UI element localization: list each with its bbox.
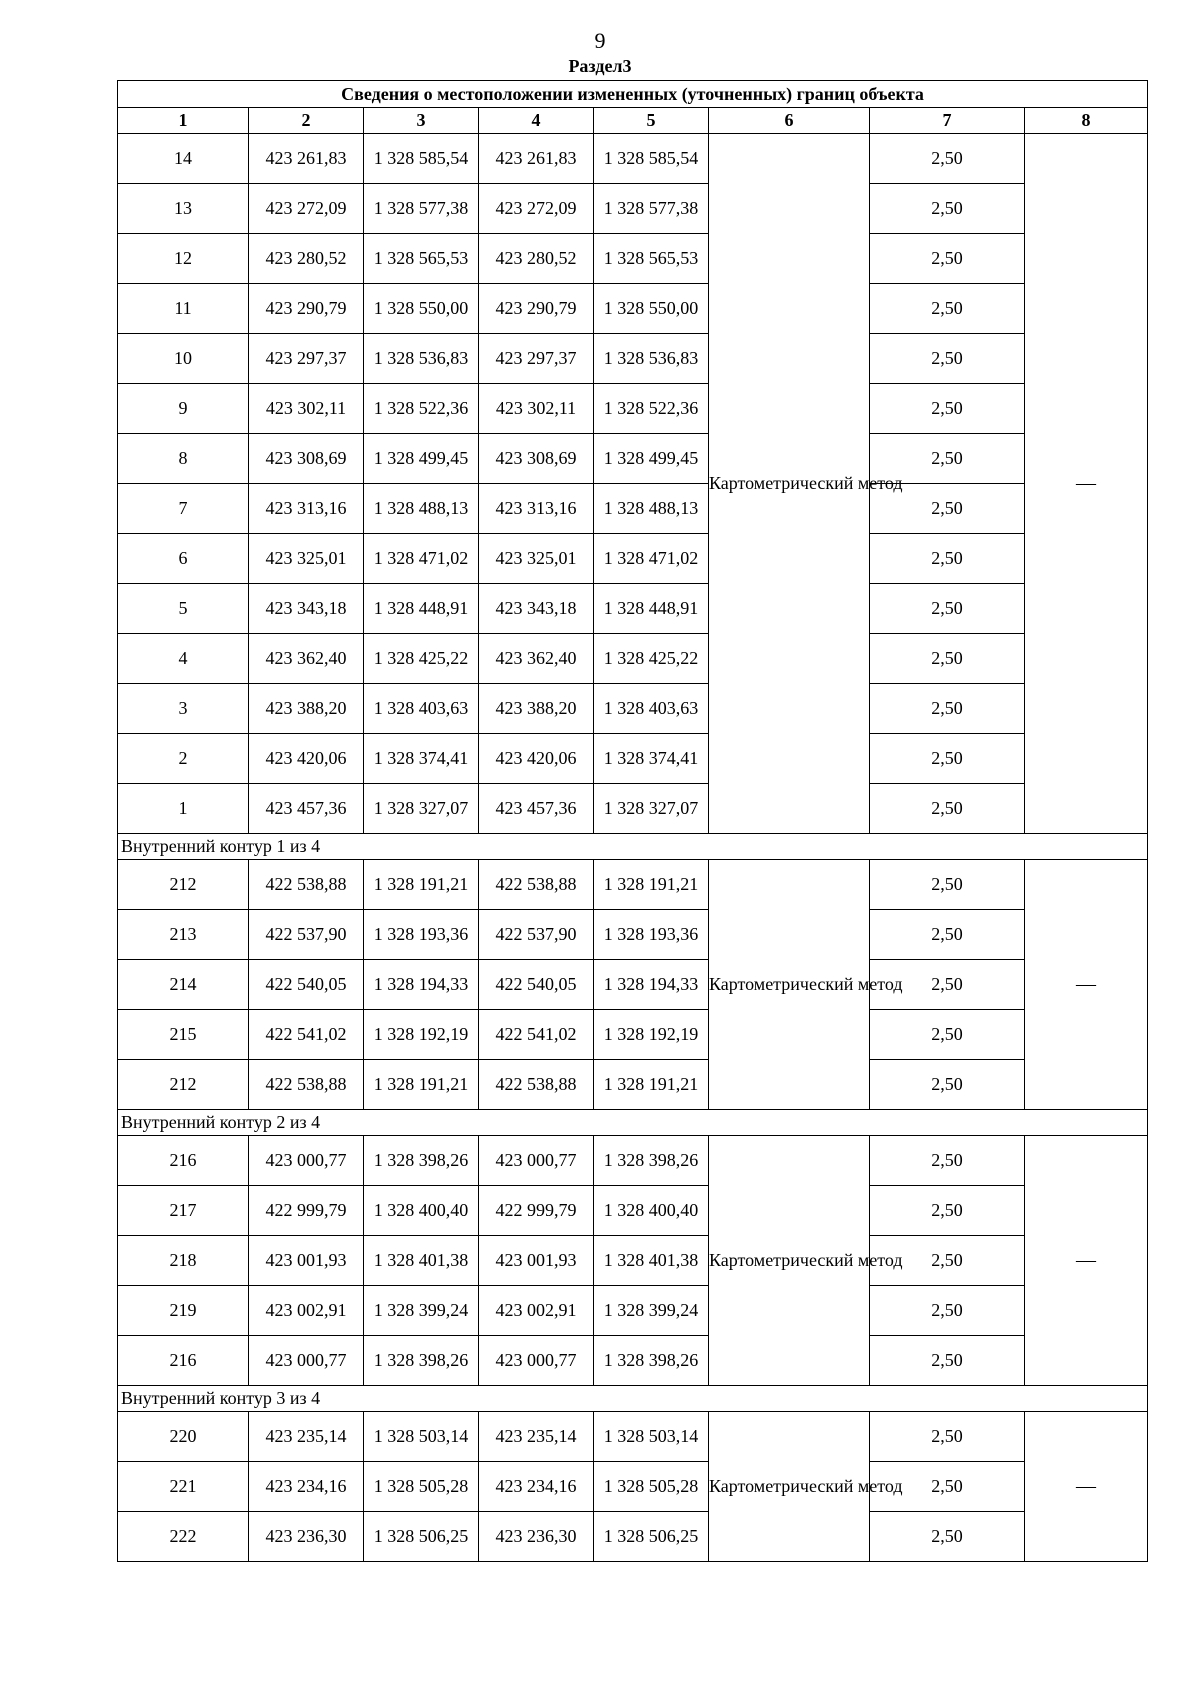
y-existing: 1 328 550,00 xyxy=(364,284,479,334)
column-8-value: — xyxy=(1025,860,1148,1110)
table-row xyxy=(118,334,1148,384)
y-existing: 1 328 192,19 xyxy=(364,1010,479,1060)
y-refined: 1 328 192,19 xyxy=(594,1010,709,1060)
x-refined: 423 290,79 xyxy=(479,284,594,334)
x-existing: 423 236,30 xyxy=(249,1512,364,1562)
x-refined: 423 000,77 xyxy=(479,1336,594,1386)
table-row xyxy=(118,584,1148,634)
y-existing: 1 328 536,83 xyxy=(364,334,479,384)
x-refined: 423 261,83 xyxy=(479,134,594,184)
accuracy-value: 2,50 xyxy=(870,1462,1025,1512)
y-refined: 1 328 585,54 xyxy=(594,134,709,184)
x-refined: 423 308,69 xyxy=(479,434,594,484)
boundary-coordinates-table xyxy=(117,80,1148,1562)
column-number-4: 4 xyxy=(479,108,594,134)
table-row xyxy=(118,860,1148,910)
column-number-2: 2 xyxy=(249,108,364,134)
point-number: 4 xyxy=(118,634,249,684)
y-refined: 1 328 499,45 xyxy=(594,434,709,484)
x-existing: 423 388,20 xyxy=(249,684,364,734)
table-row xyxy=(118,384,1148,434)
y-existing: 1 328 399,24 xyxy=(364,1286,479,1336)
point-number: 10 xyxy=(118,334,249,384)
point-number: 220 xyxy=(118,1412,249,1462)
x-refined: 423 280,52 xyxy=(479,234,594,284)
x-refined: 422 538,88 xyxy=(479,1060,594,1110)
y-existing: 1 328 506,25 xyxy=(364,1512,479,1562)
point-number: 212 xyxy=(118,1060,249,1110)
x-refined: 422 999,79 xyxy=(479,1186,594,1236)
table-row xyxy=(118,1336,1148,1386)
column-number-1: 1 xyxy=(118,108,249,134)
point-number: 14 xyxy=(118,134,249,184)
y-existing: 1 328 577,38 xyxy=(364,184,479,234)
y-refined: 1 328 577,38 xyxy=(594,184,709,234)
table-body xyxy=(118,81,1148,1562)
table-row xyxy=(118,1010,1148,1060)
y-refined: 1 328 399,24 xyxy=(594,1286,709,1336)
x-existing: 423 457,36 xyxy=(249,784,364,834)
y-refined: 1 328 398,26 xyxy=(594,1336,709,1386)
y-existing: 1 328 471,02 xyxy=(364,534,479,584)
contour-row xyxy=(118,1386,1148,1412)
x-refined: 423 457,36 xyxy=(479,784,594,834)
point-number: 218 xyxy=(118,1236,249,1286)
x-existing: 423 308,69 xyxy=(249,434,364,484)
y-existing: 1 328 425,22 xyxy=(364,634,479,684)
y-existing: 1 328 522,36 xyxy=(364,384,479,434)
section-title: Раздел3 xyxy=(568,56,632,76)
y-existing: 1 328 398,26 xyxy=(364,1336,479,1386)
accuracy-value: 2,50 xyxy=(870,1010,1025,1060)
point-number: 6 xyxy=(118,534,249,584)
method-cell: Картометрический метод xyxy=(709,860,870,1110)
y-existing: 1 328 448,91 xyxy=(364,584,479,634)
point-number: 5 xyxy=(118,584,249,634)
y-refined: 1 328 194,33 xyxy=(594,960,709,1010)
table-row xyxy=(118,634,1148,684)
x-existing: 422 541,02 xyxy=(249,1010,364,1060)
column-number-8: 8 xyxy=(1025,108,1148,134)
x-existing: 423 313,16 xyxy=(249,484,364,534)
y-refined: 1 328 503,14 xyxy=(594,1412,709,1462)
accuracy-value: 2,50 xyxy=(870,1060,1025,1110)
y-existing: 1 328 400,40 xyxy=(364,1186,479,1236)
y-refined: 1 328 403,63 xyxy=(594,684,709,734)
y-existing: 1 328 191,21 xyxy=(364,1060,479,1110)
x-existing: 423 325,01 xyxy=(249,534,364,584)
y-refined: 1 328 327,07 xyxy=(594,784,709,834)
point-number: 2 xyxy=(118,734,249,784)
table-row xyxy=(118,234,1148,284)
accuracy-value: 2,50 xyxy=(870,860,1025,910)
accuracy-value: 2,50 xyxy=(870,134,1025,184)
table-row xyxy=(118,1512,1148,1562)
point-number: 215 xyxy=(118,1010,249,1060)
column-number-7: 7 xyxy=(870,108,1025,134)
table-row xyxy=(118,1412,1148,1462)
accuracy-value: 2,50 xyxy=(870,1512,1025,1562)
column-8-value: — xyxy=(1025,134,1148,834)
table-row xyxy=(118,1186,1148,1236)
accuracy-value: 2,50 xyxy=(870,1412,1025,1462)
accuracy-value: 2,50 xyxy=(870,184,1025,234)
column-8-value: — xyxy=(1025,1136,1148,1386)
y-refined: 1 328 550,00 xyxy=(594,284,709,334)
y-refined: 1 328 448,91 xyxy=(594,584,709,634)
accuracy-value: 2,50 xyxy=(870,484,1025,534)
accuracy-value: 2,50 xyxy=(870,384,1025,434)
x-refined: 423 343,18 xyxy=(479,584,594,634)
accuracy-value: 2,50 xyxy=(870,434,1025,484)
x-refined: 422 540,05 xyxy=(479,960,594,1010)
x-existing: 423 290,79 xyxy=(249,284,364,334)
y-refined: 1 328 193,36 xyxy=(594,910,709,960)
x-refined: 423 302,11 xyxy=(479,384,594,434)
x-refined: 423 325,01 xyxy=(479,534,594,584)
y-existing: 1 328 505,28 xyxy=(364,1462,479,1512)
point-number: 213 xyxy=(118,910,249,960)
y-existing: 1 328 499,45 xyxy=(364,434,479,484)
x-existing: 423 297,37 xyxy=(249,334,364,384)
table-row xyxy=(118,134,1148,184)
accuracy-value: 2,50 xyxy=(870,334,1025,384)
x-existing: 423 362,40 xyxy=(249,634,364,684)
point-number: 12 xyxy=(118,234,249,284)
table-row xyxy=(118,284,1148,334)
point-number: 222 xyxy=(118,1512,249,1562)
y-existing: 1 328 401,38 xyxy=(364,1236,479,1286)
y-refined: 1 328 425,22 xyxy=(594,634,709,684)
accuracy-value: 2,50 xyxy=(870,784,1025,834)
method-cell: Картометрический метод xyxy=(709,134,870,834)
y-refined: 1 328 522,36 xyxy=(594,384,709,434)
x-refined: 423 388,20 xyxy=(479,684,594,734)
point-number: 221 xyxy=(118,1462,249,1512)
point-number: 217 xyxy=(118,1186,249,1236)
y-refined: 1 328 191,21 xyxy=(594,1060,709,1110)
y-existing: 1 328 191,21 xyxy=(364,860,479,910)
x-refined: 423 234,16 xyxy=(479,1462,594,1512)
x-refined: 422 541,02 xyxy=(479,1010,594,1060)
x-refined: 423 272,09 xyxy=(479,184,594,234)
y-existing: 1 328 565,53 xyxy=(364,234,479,284)
x-refined: 423 000,77 xyxy=(479,1136,594,1186)
table-row xyxy=(118,910,1148,960)
x-refined: 423 236,30 xyxy=(479,1512,594,1562)
x-existing: 422 999,79 xyxy=(249,1186,364,1236)
column-8-value: — xyxy=(1025,1412,1148,1562)
y-refined: 1 328 505,28 xyxy=(594,1462,709,1512)
page-number: 9 xyxy=(594,28,606,53)
method-cell: Картометрический метод xyxy=(709,1136,870,1386)
point-number: 212 xyxy=(118,860,249,910)
table-row xyxy=(118,1236,1148,1286)
accuracy-value: 2,50 xyxy=(870,684,1025,734)
y-refined: 1 328 471,02 xyxy=(594,534,709,584)
y-refined: 1 328 401,38 xyxy=(594,1236,709,1286)
y-refined: 1 328 565,53 xyxy=(594,234,709,284)
accuracy-value: 2,50 xyxy=(870,960,1025,1010)
x-existing: 423 000,77 xyxy=(249,1336,364,1386)
x-existing: 423 343,18 xyxy=(249,584,364,634)
x-existing: 423 261,83 xyxy=(249,134,364,184)
table-row xyxy=(118,184,1148,234)
y-refined: 1 328 536,83 xyxy=(594,334,709,384)
accuracy-value: 2,50 xyxy=(870,910,1025,960)
x-existing: 422 538,88 xyxy=(249,1060,364,1110)
point-number: 9 xyxy=(118,384,249,434)
x-refined: 423 313,16 xyxy=(479,484,594,534)
point-number: 11 xyxy=(118,284,249,334)
column-number-6: 6 xyxy=(709,108,870,134)
y-existing: 1 328 398,26 xyxy=(364,1136,479,1186)
column-number-5: 5 xyxy=(594,108,709,134)
y-existing: 1 328 488,13 xyxy=(364,484,479,534)
x-existing: 422 540,05 xyxy=(249,960,364,1010)
table-caption: Сведения о местоположении измененных (уточненных) границ объекта xyxy=(118,81,1148,108)
x-existing: 423 002,91 xyxy=(249,1286,364,1336)
table-row xyxy=(118,534,1148,584)
accuracy-value: 2,50 xyxy=(870,1136,1025,1186)
point-number: 7 xyxy=(118,484,249,534)
table-row xyxy=(118,1060,1148,1110)
y-refined: 1 328 374,41 xyxy=(594,734,709,784)
column-number-row xyxy=(118,108,1148,134)
x-refined: 423 362,40 xyxy=(479,634,594,684)
x-existing: 423 001,93 xyxy=(249,1236,364,1286)
y-refined: 1 328 488,13 xyxy=(594,484,709,534)
point-number: 214 xyxy=(118,960,249,1010)
table-row xyxy=(118,960,1148,1010)
x-existing: 423 000,77 xyxy=(249,1136,364,1186)
contour-row xyxy=(118,1110,1148,1136)
y-refined: 1 328 506,25 xyxy=(594,1512,709,1562)
y-existing: 1 328 193,36 xyxy=(364,910,479,960)
x-existing: 423 272,09 xyxy=(249,184,364,234)
accuracy-value: 2,50 xyxy=(870,1236,1025,1286)
y-existing: 1 328 403,63 xyxy=(364,684,479,734)
accuracy-value: 2,50 xyxy=(870,634,1025,684)
x-refined: 423 297,37 xyxy=(479,334,594,384)
x-refined: 422 537,90 xyxy=(479,910,594,960)
y-refined: 1 328 400,40 xyxy=(594,1186,709,1236)
x-refined: 423 420,06 xyxy=(479,734,594,784)
y-existing: 1 328 327,07 xyxy=(364,784,479,834)
contour-label: Внутренний контур 1 из 4 xyxy=(118,834,1148,860)
point-number: 1 xyxy=(118,784,249,834)
table-row xyxy=(118,684,1148,734)
accuracy-value: 2,50 xyxy=(870,1336,1025,1386)
x-existing: 423 420,06 xyxy=(249,734,364,784)
x-existing: 423 302,11 xyxy=(249,384,364,434)
point-number: 219 xyxy=(118,1286,249,1336)
contour-row xyxy=(118,834,1148,860)
accuracy-value: 2,50 xyxy=(870,584,1025,634)
y-refined: 1 328 191,21 xyxy=(594,860,709,910)
table-row xyxy=(118,434,1148,484)
table-row xyxy=(118,484,1148,534)
x-refined: 423 002,91 xyxy=(479,1286,594,1336)
y-existing: 1 328 503,14 xyxy=(364,1412,479,1462)
y-existing: 1 328 374,41 xyxy=(364,734,479,784)
table-caption-row xyxy=(118,81,1148,108)
table-row xyxy=(118,784,1148,834)
accuracy-value: 2,50 xyxy=(870,734,1025,784)
x-existing: 423 280,52 xyxy=(249,234,364,284)
contour-label: Внутренний контур 2 из 4 xyxy=(118,1110,1148,1136)
accuracy-value: 2,50 xyxy=(870,284,1025,334)
table-row xyxy=(118,1462,1148,1512)
y-refined: 1 328 398,26 xyxy=(594,1136,709,1186)
x-existing: 423 235,14 xyxy=(249,1412,364,1462)
point-number: 13 xyxy=(118,184,249,234)
table-row xyxy=(118,1286,1148,1336)
method-cell: Картометрический метод xyxy=(709,1412,870,1562)
accuracy-value: 2,50 xyxy=(870,1286,1025,1336)
x-existing: 423 234,16 xyxy=(249,1462,364,1512)
y-existing: 1 328 194,33 xyxy=(364,960,479,1010)
x-refined: 423 235,14 xyxy=(479,1412,594,1462)
x-refined: 422 538,88 xyxy=(479,860,594,910)
accuracy-value: 2,50 xyxy=(870,534,1025,584)
x-refined: 423 001,93 xyxy=(479,1236,594,1286)
y-existing: 1 328 585,54 xyxy=(364,134,479,184)
point-number: 216 xyxy=(118,1136,249,1186)
accuracy-value: 2,50 xyxy=(870,234,1025,284)
x-existing: 422 537,90 xyxy=(249,910,364,960)
point-number: 8 xyxy=(118,434,249,484)
table-row xyxy=(118,1136,1148,1186)
table-row xyxy=(118,734,1148,784)
accuracy-value: 2,50 xyxy=(870,1186,1025,1236)
x-existing: 422 538,88 xyxy=(249,860,364,910)
column-number-3: 3 xyxy=(364,108,479,134)
point-number: 3 xyxy=(118,684,249,734)
contour-label: Внутренний контур 3 из 4 xyxy=(118,1386,1148,1412)
point-number: 216 xyxy=(118,1336,249,1386)
